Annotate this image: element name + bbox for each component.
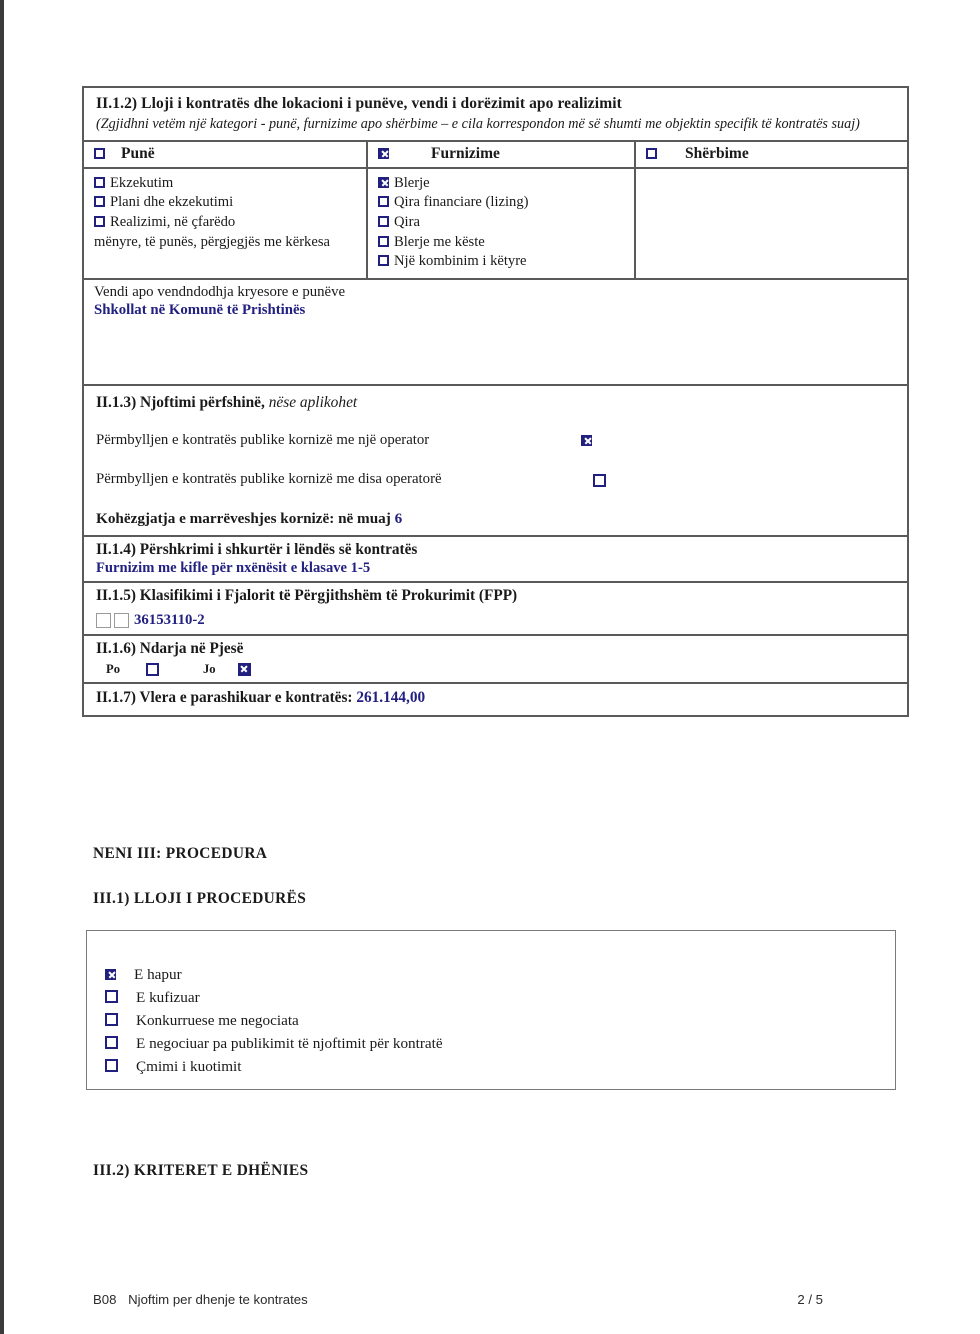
list-item[interactable]	[94, 174, 358, 194]
list-item[interactable]	[105, 1032, 895, 1055]
lots-choice-row	[96, 662, 897, 677]
list-item[interactable]	[378, 233, 626, 253]
checkbox-supplies-blerje-me-keste[interactable]	[378, 236, 389, 247]
section-ii-1-3-heading	[96, 394, 897, 412]
section-iii-2-heading: III.2) KRITERET E DHËNIES	[93, 1162, 309, 1179]
section-ii-1-2-instruction: (Zgjidhni vetëm një kategori - punë, furnizime apo shërbime – e cila korrespondon më së shumti me objektin specifik të kontratës suaj)	[96, 116, 860, 132]
category-supplies-label: Furnizime	[431, 144, 500, 162]
category-works-label: Punë	[121, 144, 155, 162]
section-ii-1-7-row	[84, 682, 907, 715]
section-ii-1-6-heading: II.1.6) Ndarja në Pjesë	[96, 639, 244, 657]
category-options-row	[84, 167, 907, 278]
checkbox-works-ekzekutim[interactable]	[94, 177, 105, 188]
procedure-option-label: E negociuar pa publikimit të njoftimit për kontratë	[136, 1035, 443, 1053]
footer-form-info	[93, 1292, 308, 1307]
checkbox-procedure-competitive-negotiation[interactable]	[105, 1013, 118, 1026]
estimated-value-amount: 261.144,00	[356, 688, 426, 706]
framework-duration-row	[96, 510, 897, 528]
article-iii-heading: NENI III: PROCEDURA	[93, 845, 268, 862]
checkbox-procedure-open[interactable]	[105, 969, 116, 980]
section-ii-1-6-row	[84, 634, 907, 682]
section-ii-1-2-header	[84, 88, 907, 140]
framework-single-operator-row[interactable]	[96, 432, 897, 449]
works-option-continuation: mënyre, të punës, përgjegjës me kërkesa	[94, 233, 330, 250]
section-ii-1-5-cell	[84, 583, 907, 634]
framework-single-operator-label: Përmbylljen e kontratës publike kornizë me një operator	[96, 431, 430, 448]
procedure-type-box	[86, 930, 896, 1090]
category-works-cell[interactable]	[84, 142, 366, 167]
list-item[interactable]	[105, 1055, 895, 1078]
category-supplies-cell[interactable]	[366, 142, 634, 167]
section-ii-1-4-value: Furnizim me kifle për nxënësit e klasave 1-5	[96, 559, 371, 576]
procedure-option-label: E hapur	[134, 966, 182, 983]
category-services-label: Shërbime	[685, 144, 749, 162]
checkbox-works-plani[interactable]	[94, 196, 105, 207]
checkbox-framework-several-operators[interactable]	[593, 474, 606, 487]
section-ii-1-4-cell	[84, 537, 907, 581]
procedure-option-label: Çmimi i kuotimit	[136, 1058, 242, 1076]
checkbox-supplies-blerje[interactable]	[378, 177, 389, 188]
footer-form-code: B08	[93, 1292, 117, 1307]
cpv-code-value: 36153110-2	[134, 611, 205, 628]
works-options-cell	[84, 169, 366, 278]
section-ii-1-5-heading: II.1.5) Klasifikimi i Fjalorit të Përgjithshëm të Prokurimit (FPP)	[96, 586, 518, 604]
procedure-option-label: E kufizuar	[136, 989, 200, 1007]
procedure-options-list	[87, 931, 895, 1078]
list-item[interactable]	[105, 963, 895, 986]
list-item[interactable]	[105, 1009, 895, 1032]
works-option-label: Realizimi, në çfarëdo	[110, 213, 236, 230]
estimated-value-label: II.1.7) Vlera e parashikuar e kontratës:	[96, 688, 353, 706]
place-of-works-value: Shkollat në Komunë të Prishtinës	[94, 301, 306, 318]
checkbox-procedure-price-quotation[interactable]	[105, 1059, 118, 1072]
checkbox-procedure-restricted[interactable]	[105, 990, 118, 1003]
supplies-option-label: Blerje	[394, 174, 430, 191]
works-option-label: Plani dhe ekzekutimi	[110, 194, 234, 211]
checkbox-category-supplies[interactable]	[378, 148, 389, 159]
lots-yes-label: Po	[106, 661, 120, 676]
place-of-works-row	[84, 278, 907, 384]
section-ii-1-3-row	[84, 384, 907, 535]
contract-details-table	[82, 86, 909, 717]
checkbox-supplies-qira-financiare[interactable]	[378, 196, 389, 207]
checkbox-supplies-kombinim[interactable]	[378, 255, 389, 266]
checkbox-framework-single-operator[interactable]	[581, 435, 592, 446]
section-ii-1-2-title: II.1.2) Lloji i kontratës dhe lokacioni i punëve, vendi i dorëzimit apo realizimit	[96, 95, 622, 112]
section-ii-1-7-cell	[84, 684, 907, 715]
checkbox-lots-no[interactable]	[238, 663, 251, 676]
list-item[interactable]	[378, 252, 626, 272]
section-ii-1-3-cell	[84, 386, 907, 535]
checkbox-procedure-negotiated-without-publication[interactable]	[105, 1036, 118, 1049]
supplies-options-cell	[366, 169, 634, 278]
supplies-option-label: Qira financiare (lizing)	[394, 194, 529, 211]
supplies-option-label: Një kombinim i këtyre	[394, 253, 527, 270]
section-ii-1-4-row	[84, 535, 907, 581]
procedure-option-label: Konkurruese me negociata	[136, 1012, 299, 1030]
list-item[interactable]	[94, 213, 358, 233]
section-ii-1-5-row	[84, 581, 907, 634]
section-ii-1-3-heading-bold: II.1.3) Njoftimi përfshinë,	[96, 393, 265, 411]
checkbox-category-services[interactable]	[646, 148, 657, 159]
footer-page-indicator: 2 / 5	[797, 1292, 823, 1307]
list-item[interactable]	[378, 174, 626, 194]
section-ii-1-4-heading: II.1.4) Përshkrimi i shkurtër i lëndës së kontratës	[96, 540, 418, 558]
section-iii-1-heading: III.1) LLOJI I PROCEDURËS	[93, 890, 307, 907]
works-option-label: Ekzekutim	[110, 174, 174, 191]
category-services-cell[interactable]	[634, 142, 907, 167]
framework-duration-label: Kohëzgjatja e marrëveshjes kornizë: në muaj	[96, 509, 391, 527]
place-of-works-cell	[84, 280, 907, 384]
section-ii-1-6-cell	[84, 636, 907, 682]
document-page	[4, 0, 980, 1334]
checkbox-works-realizimi[interactable]	[94, 216, 105, 227]
cpv-code-row	[96, 612, 897, 629]
list-item[interactable]	[378, 193, 626, 213]
services-options-cell	[634, 169, 907, 278]
checkbox-supplies-qira[interactable]	[378, 216, 389, 227]
checkbox-category-works[interactable]	[94, 148, 105, 159]
framework-duration-value: 6	[394, 509, 403, 527]
supplies-option-label: Blerje me këste	[394, 233, 485, 250]
supplies-options-list	[378, 174, 626, 272]
supplies-option-label: Qira	[394, 213, 420, 230]
place-of-works-label: Vendi apo vendndodhja kryesore e punëve	[94, 283, 346, 300]
checkbox-cpv-placeholder-1[interactable]	[96, 613, 111, 628]
list-item[interactable]	[378, 213, 626, 233]
category-header-row	[84, 140, 907, 167]
works-options-list	[94, 174, 358, 253]
footer-form-title: Njoftim per dhenje te kontrates	[128, 1292, 308, 1307]
list-item[interactable]	[105, 986, 895, 1009]
checkbox-lots-yes[interactable]	[146, 663, 159, 676]
section-ii-1-3-heading-italic: nëse aplikohet	[264, 393, 358, 411]
page-footer	[93, 1292, 823, 1307]
checkbox-cpv-placeholder-2[interactable]	[114, 613, 129, 628]
framework-several-operators-row[interactable]	[96, 471, 897, 488]
list-item[interactable]	[94, 193, 358, 213]
section-ii-1-7-heading	[96, 689, 897, 707]
framework-several-operators-label: Përmbylljen e kontratës publike kornizë me disa operatorë	[96, 470, 442, 487]
lots-no-label: Jo	[203, 661, 216, 676]
